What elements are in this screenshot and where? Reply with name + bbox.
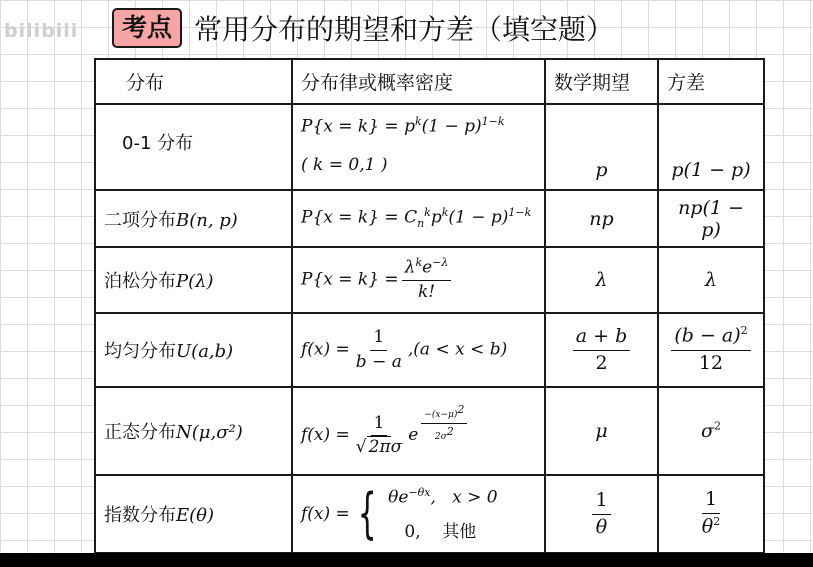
expectation-cell	[545, 313, 658, 387]
expectation-cell	[545, 247, 658, 313]
exp-case1-condition: x > 0	[452, 487, 498, 508]
density-cell	[292, 190, 545, 247]
dist-name-cell	[95, 104, 292, 190]
expectation-value: λ	[595, 269, 608, 291]
page-title: 常用分布的期望和方差（填空题）	[194, 13, 615, 46]
expectation-cell	[545, 190, 658, 247]
poisson-pmf: P{x = k} = $\frac{\lambda^ke^{-\lambda}}{k!}$	[301, 257, 536, 303]
density-cell	[292, 387, 545, 475]
uniform-range: ,(a < x < b)	[407, 339, 508, 360]
header-distribution: 分布	[95, 59, 292, 104]
variance-cell	[658, 190, 764, 247]
dist-symbol: B(n, p)	[176, 209, 238, 231]
bottom-bar	[0, 553, 813, 567]
density-cell	[292, 475, 545, 553]
dist-name-cell	[95, 313, 292, 387]
dist-symbol: E(θ)	[176, 505, 215, 526]
expectation-cell	[545, 475, 658, 553]
density-cell	[292, 313, 545, 387]
expectation-cell	[545, 104, 658, 190]
variance-cell	[658, 313, 764, 387]
variance-value: np(1 − p)	[678, 196, 744, 241]
topic-badge: 考点	[112, 8, 182, 48]
table-row	[95, 475, 764, 553]
dist-symbol: N(μ,σ²)	[176, 422, 243, 443]
header	[112, 6, 614, 50]
dist-name-cell	[95, 190, 292, 247]
left-brace-icon: {	[357, 482, 377, 545]
normal-variance: $\sigma^2$	[701, 419, 721, 443]
table-row	[95, 190, 764, 247]
exp-case2-condition: 其他	[442, 522, 477, 543]
dist-symbol: P(λ)	[176, 271, 214, 292]
header-expectation: 数学期望	[545, 59, 658, 104]
exponential-pdf: f(x) = { $\theta e^{-\theta x}$, x > 0 0, 其他	[301, 482, 498, 545]
dist-name: 泊松分布	[104, 271, 176, 292]
dist-name-cell	[95, 475, 292, 553]
normal-pdf: f(x) = $\frac{1}{√ 2\pi\sigma}$ e $^{\frac{-(x-\mu)^2}{2\sigma^2}}$	[301, 404, 536, 457]
expectation-cell	[545, 387, 658, 475]
density-cell	[292, 104, 545, 190]
exponential-variance: $\frac{1}{\theta^2}$	[701, 488, 721, 538]
dist-name-cell	[95, 387, 292, 475]
header-density: 分布律或概率密度	[292, 59, 545, 104]
expectation-value: np	[589, 207, 614, 230]
dist-name: 0-1 分布	[122, 133, 194, 154]
table-row	[95, 313, 764, 387]
watermark-logo: bilibili	[4, 20, 79, 42]
dist-name-cell	[95, 247, 292, 313]
table-row	[95, 247, 764, 313]
variance-value: p(1 − p)	[671, 159, 751, 181]
bernoulli-pmf: $P\{x = k\} = p^k(1 - p)^{1-k}$	[301, 115, 505, 137]
uniform-variance: $\frac{(b - a)^2}{12}$	[671, 325, 750, 374]
variance-cell	[658, 475, 764, 553]
header-variance: 方差	[658, 59, 764, 104]
binomial-pmf: $P\{x = k\} = C_n^kp^k(1 - p)^{1-k}$	[301, 206, 532, 231]
uniform-pdf: f(x) = $\frac{1}{b - a}$ ,(a < x < b)	[301, 326, 508, 372]
expectation-value: p	[595, 159, 608, 181]
dist-name: 均匀分布	[104, 341, 176, 362]
variance-value: λ	[704, 269, 718, 291]
variance-cell	[658, 247, 764, 313]
table-header-row	[95, 59, 764, 104]
exponential-expectation: $\frac{1}{\theta}$	[592, 490, 610, 539]
dist-name: 二项分布	[104, 209, 176, 231]
table-row	[95, 104, 764, 190]
dist-name: 指数分布	[104, 505, 176, 526]
variance-cell	[658, 104, 764, 190]
expectation-value: μ	[595, 420, 608, 442]
uniform-expectation: $\frac{a + b}{2}$	[573, 326, 631, 375]
table-row	[95, 387, 764, 475]
variance-cell	[658, 387, 764, 475]
exp-case2-value: 0,	[404, 522, 421, 543]
dist-symbol: U(a,b)	[176, 341, 234, 362]
bernoulli-k-range: ( k = 0,1 )	[301, 154, 388, 175]
distribution-table	[94, 58, 765, 554]
density-cell	[292, 247, 545, 313]
dist-name: 正态分布	[104, 422, 176, 443]
